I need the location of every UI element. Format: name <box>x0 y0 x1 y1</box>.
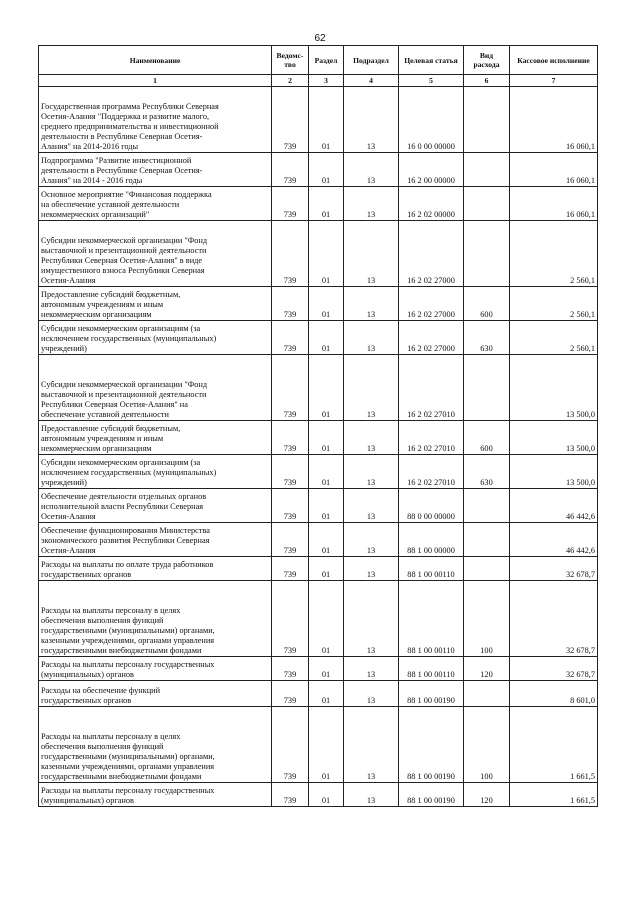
row-subsection-cell: 13 <box>344 557 399 581</box>
row-expense-type-cell <box>464 187 510 221</box>
row-name-cell: Расходы на выплаты персоналу в целях обеспечения выполнения функций государственными (муниципальными) органами, казенными учреждениями, органами управления государственными внебюджетными фондами <box>39 707 272 783</box>
header-row <box>39 46 598 75</box>
row-section-cell: 01 <box>309 489 344 523</box>
table-row <box>39 707 598 783</box>
table-row <box>39 421 598 455</box>
row-expense-type-cell <box>464 681 510 707</box>
row-department-cell: 739 <box>272 355 309 421</box>
row-department-cell: 739 <box>272 581 309 657</box>
table-row <box>39 287 598 321</box>
header-section: Раздел <box>309 46 344 75</box>
row-department-cell: 739 <box>272 523 309 557</box>
row-target-item-cell: 16 2 02 27000 <box>399 287 464 321</box>
row-expense-type-cell <box>464 87 510 153</box>
table-body <box>39 87 598 807</box>
row-expense-type-cell: 100 <box>464 707 510 783</box>
row-subsection-cell: 13 <box>344 153 399 187</box>
row-department-cell: 739 <box>272 707 309 783</box>
row-name-cell: Расходы на выплаты персоналу государственных (муниципальных) органов <box>39 657 272 681</box>
row-target-item-cell: 88 1 00 00190 <box>399 681 464 707</box>
row-name-cell: Основное мероприятие "Финансовая поддержка на обеспечение уставной деятельности некоммерческих организаций" <box>39 187 272 221</box>
row-subsection-cell: 13 <box>344 421 399 455</box>
header-subsection: Подраздел <box>344 46 399 75</box>
row-target-item-cell: 16 2 02 27000 <box>399 221 464 287</box>
row-target-item-cell: 88 1 00 00110 <box>399 557 464 581</box>
column-number: 1 <box>39 75 272 87</box>
row-name-cell: Подпрограмма "Развитие инвестиционной деятельности в Республике Северная Осетия- Алания" на 2014 - 2016 годы <box>39 153 272 187</box>
row-section-cell: 01 <box>309 321 344 355</box>
row-amount-cell: 32 678,7 <box>510 557 598 581</box>
column-number-row <box>39 75 598 87</box>
row-amount-cell: 32 678,7 <box>510 581 598 657</box>
row-expense-type-cell: 120 <box>464 783 510 807</box>
row-section-cell: 01 <box>309 355 344 421</box>
row-subsection-cell: 13 <box>344 187 399 221</box>
row-target-item-cell: 88 1 00 00000 <box>399 523 464 557</box>
header-expense-type: Вид расхода <box>464 46 510 75</box>
row-section-cell: 01 <box>309 287 344 321</box>
row-section-cell: 01 <box>309 187 344 221</box>
row-name-cell: Обеспечение деятельности отдельных органов исполнительной власти Республики Северная Осетия-Алания <box>39 489 272 523</box>
row-subsection-cell: 13 <box>344 321 399 355</box>
table-row <box>39 657 598 681</box>
row-expense-type-cell: 600 <box>464 287 510 321</box>
row-subsection-cell: 13 <box>344 455 399 489</box>
row-amount-cell: 16 060,1 <box>510 187 598 221</box>
row-section-cell: 01 <box>309 523 344 557</box>
row-department-cell: 739 <box>272 187 309 221</box>
row-amount-cell: 13 500,0 <box>510 455 598 489</box>
row-subsection-cell: 13 <box>344 355 399 421</box>
row-amount-cell: 32 678,7 <box>510 657 598 681</box>
row-expense-type-cell: 120 <box>464 657 510 681</box>
row-name-cell: Обеспечение функционирования Министерства экономического развития Республики Северная Осетия-Алания <box>39 523 272 557</box>
row-target-item-cell: 16 2 00 00000 <box>399 153 464 187</box>
row-department-cell: 739 <box>272 287 309 321</box>
row-target-item-cell: 88 1 00 00190 <box>399 783 464 807</box>
column-number: 6 <box>464 75 510 87</box>
table-row <box>39 221 598 287</box>
row-target-item-cell: 88 0 00 00000 <box>399 489 464 523</box>
row-target-item-cell: 16 2 02 00000 <box>399 187 464 221</box>
column-number: 2 <box>272 75 309 87</box>
row-section-cell: 01 <box>309 657 344 681</box>
column-number: 5 <box>399 75 464 87</box>
header-department: Ведомс-тво <box>272 46 309 75</box>
row-amount-cell: 46 442,6 <box>510 489 598 523</box>
row-target-item-cell: 88 1 00 00110 <box>399 657 464 681</box>
row-section-cell: 01 <box>309 221 344 287</box>
budget-execution-table <box>38 45 598 807</box>
row-section-cell: 01 <box>309 421 344 455</box>
column-number: 4 <box>344 75 399 87</box>
row-department-cell: 739 <box>272 421 309 455</box>
row-target-item-cell: 16 2 02 27000 <box>399 321 464 355</box>
row-target-item-cell: 16 2 02 27010 <box>399 421 464 455</box>
row-department-cell: 739 <box>272 783 309 807</box>
row-amount-cell: 2 560,1 <box>510 321 598 355</box>
table-row <box>39 153 598 187</box>
row-target-item-cell: 16 0 00 00000 <box>399 87 464 153</box>
row-expense-type-cell: 100 <box>464 581 510 657</box>
row-subsection-cell: 13 <box>344 489 399 523</box>
row-section-cell: 01 <box>309 783 344 807</box>
table-row <box>39 455 598 489</box>
row-section-cell: 01 <box>309 581 344 657</box>
row-target-item-cell: 16 2 02 27010 <box>399 455 464 489</box>
row-name-cell: Расходы на выплаты персоналу государственных (муниципальных) органов <box>39 783 272 807</box>
row-amount-cell: 13 500,0 <box>510 355 598 421</box>
table-row <box>39 355 598 421</box>
row-amount-cell: 1 661,5 <box>510 707 598 783</box>
row-section-cell: 01 <box>309 455 344 489</box>
row-department-cell: 739 <box>272 455 309 489</box>
row-name-cell: Предоставление субсидий бюджетным, автономным учреждениям и иным некоммерческим организациям <box>39 421 272 455</box>
row-subsection-cell: 13 <box>344 221 399 287</box>
row-expense-type-cell <box>464 523 510 557</box>
row-amount-cell: 8 601,0 <box>510 681 598 707</box>
table-row <box>39 557 598 581</box>
table-row <box>39 523 598 557</box>
row-department-cell: 739 <box>272 657 309 681</box>
row-department-cell: 739 <box>272 321 309 355</box>
row-target-item-cell: 88 1 00 00110 <box>399 581 464 657</box>
row-name-cell: Субсидии некоммерческой организации "Фонд выставочной и презентационной деятельности Республики Северная Осетия-Алания" в виде имущественного взноса Республики Северная Осетия-Алания <box>39 221 272 287</box>
row-section-cell: 01 <box>309 87 344 153</box>
row-section-cell: 01 <box>309 707 344 783</box>
row-expense-type-cell: 630 <box>464 455 510 489</box>
header-target-item: Целевая статья <box>399 46 464 75</box>
row-department-cell: 739 <box>272 221 309 287</box>
table-row <box>39 681 598 707</box>
row-section-cell: 01 <box>309 681 344 707</box>
row-expense-type-cell <box>464 355 510 421</box>
row-department-cell: 739 <box>272 153 309 187</box>
row-name-cell: Расходы на выплаты по оплате труда работников государственных органов <box>39 557 272 581</box>
page-number: 62 <box>314 33 326 44</box>
table-row <box>39 87 598 153</box>
row-subsection-cell: 13 <box>344 581 399 657</box>
row-subsection-cell: 13 <box>344 681 399 707</box>
row-section-cell: 01 <box>309 153 344 187</box>
row-amount-cell: 1 661,5 <box>510 783 598 807</box>
row-expense-type-cell <box>464 221 510 287</box>
row-department-cell: 739 <box>272 489 309 523</box>
table-row <box>39 187 598 221</box>
header-cash-execution: Кассовое исполнение <box>510 46 598 75</box>
row-expense-type-cell: 630 <box>464 321 510 355</box>
row-name-cell: Субсидии некоммерческой организации "Фонд выставочной и презентационной деятельности Республики Северная Осетия-Алания" на обеспечение уставной деятельности <box>39 355 272 421</box>
row-name-cell: Расходы на обеспечение функций государственных органов <box>39 681 272 707</box>
row-target-item-cell: 88 1 00 00190 <box>399 707 464 783</box>
row-department-cell: 739 <box>272 681 309 707</box>
row-amount-cell: 13 500,0 <box>510 421 598 455</box>
row-amount-cell: 16 060,1 <box>510 87 598 153</box>
row-subsection-cell: 13 <box>344 523 399 557</box>
row-expense-type-cell <box>464 153 510 187</box>
row-subsection-cell: 13 <box>344 87 399 153</box>
table-row <box>39 581 598 657</box>
row-amount-cell: 2 560,1 <box>510 221 598 287</box>
table-row <box>39 321 598 355</box>
row-section-cell: 01 <box>309 557 344 581</box>
row-expense-type-cell <box>464 557 510 581</box>
row-expense-type-cell <box>464 489 510 523</box>
row-name-cell: Предоставление субсидий бюджетным, автономным учреждениям и иным некоммерческим организациям <box>39 287 272 321</box>
row-amount-cell: 16 060,1 <box>510 153 598 187</box>
row-subsection-cell: 13 <box>344 287 399 321</box>
table-row <box>39 489 598 523</box>
row-target-item-cell: 16 2 02 27010 <box>399 355 464 421</box>
row-name-cell: Государственная программа Республики Северная Осетия-Алания "Поддержка и развитие малого, среднего предпринимательства и инвестиционной деятельности в Республике Северная Осетия- Алания" на 2014-2016 годы <box>39 87 272 153</box>
column-number: 7 <box>510 75 598 87</box>
row-amount-cell: 46 442,6 <box>510 523 598 557</box>
row-name-cell: Субсидии некоммерческим организациям (за исключением государственных (муниципальных) учреждений) <box>39 321 272 355</box>
header-name: Наименование <box>39 46 272 75</box>
row-name-cell: Субсидии некоммерческим организациям (за исключением государственных (муниципальных) учреждений) <box>39 455 272 489</box>
row-department-cell: 739 <box>272 557 309 581</box>
row-subsection-cell: 13 <box>344 707 399 783</box>
column-number: 3 <box>309 75 344 87</box>
table-row <box>39 783 598 807</box>
row-subsection-cell: 13 <box>344 657 399 681</box>
row-amount-cell: 2 560,1 <box>510 287 598 321</box>
row-department-cell: 739 <box>272 87 309 153</box>
row-subsection-cell: 13 <box>344 783 399 807</box>
row-expense-type-cell: 600 <box>464 421 510 455</box>
row-name-cell: Расходы на выплаты персоналу в целях обеспечения выполнения функций государственными (муниципальными) органами, казенными учреждениями, органами управления государственными внебюджетными фондами <box>39 581 272 657</box>
